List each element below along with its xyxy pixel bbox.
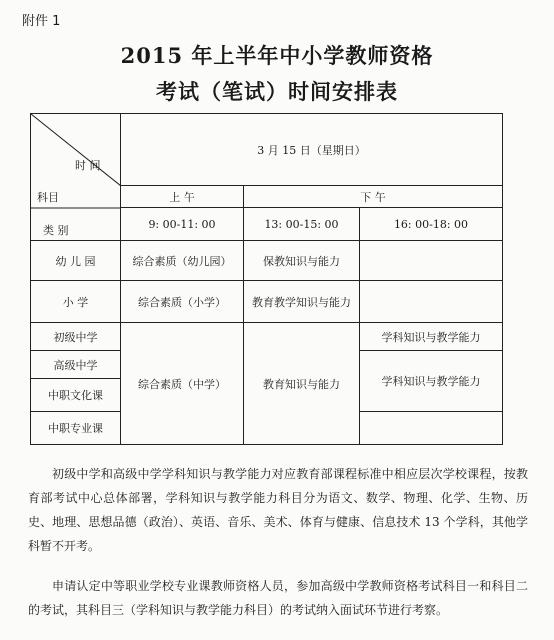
note-paragraph-2: 申请认定中等职业学校专业课教师资格人员，参加高级中学教师资格考试科目一和科目二的考试，其科目三（学科知识与教学能力科目）的考试纳入面试环节进行考察。 xyxy=(28,579,528,617)
time-slot-3: 16: 00-18: 00 xyxy=(360,208,503,241)
primary-slot-3 xyxy=(360,281,503,323)
secondary-slot-2: 教育知识与能力 xyxy=(244,323,360,445)
diagonal-header-cell xyxy=(31,114,121,241)
subject-axis-label: 科目 xyxy=(37,191,59,204)
category-junior-high: 初级中学 xyxy=(31,323,121,351)
time-slot-1: 9: 00-11: 00 xyxy=(121,208,244,241)
schedule-table xyxy=(30,113,503,445)
kindergarten-slot-3 xyxy=(360,241,503,281)
senior-slot-3: 学科知识与教学能力 xyxy=(360,351,503,412)
page-subtitle: 考试（笔试）时间安排表 xyxy=(156,79,398,104)
note-paragraph-1: 初级中学和高级中学学科知识与教学能力对应教育部课程标准中相应层次学校课程，按教育部考试中心总体部署，学科知识与教学能力科目分为语文、数学、物理、化学、生物、历史、地理、思想品德（政治）、英语、音乐、美术、体育与健康、信息技术 13 个学科，其他学科暂不开考。 xyxy=(28,467,528,553)
attachment-label: 附件 1 xyxy=(22,14,61,29)
category-vocational-major: 中职专业课 xyxy=(31,412,121,445)
category-senior-high: 高级中学 xyxy=(31,351,121,379)
secondary-slot-1: 综合素质（中学） xyxy=(121,323,244,445)
morning-header: 上 午 xyxy=(121,186,244,208)
primary-slot-1: 综合素质（小学） xyxy=(121,281,244,323)
kindergarten-slot-1: 综合素质（幼儿园） xyxy=(121,241,244,281)
vocational-major-slot-3 xyxy=(360,412,503,445)
kindergarten-slot-2: 保教知识与能力 xyxy=(244,241,360,281)
time-slot-2: 13: 00-15: 00 xyxy=(244,208,360,241)
time-axis-label: 时 间 xyxy=(75,159,101,172)
junior-slot-3: 学科知识与教学能力 xyxy=(360,323,503,351)
category-axis-label: 类 别 xyxy=(43,224,69,237)
exam-date-cell: 3 月 15 日（星期日） xyxy=(121,114,503,186)
category-vocational-culture: 中职文化课 xyxy=(31,379,121,412)
category-primary: 小 学 xyxy=(31,281,121,323)
afternoon-header: 下 午 xyxy=(244,186,503,208)
page-title: 2015 年上半年中小学教师资格 xyxy=(120,43,434,68)
category-kindergarten: 幼 儿 园 xyxy=(31,241,121,281)
primary-slot-2: 教育教学知识与能力 xyxy=(244,281,360,323)
